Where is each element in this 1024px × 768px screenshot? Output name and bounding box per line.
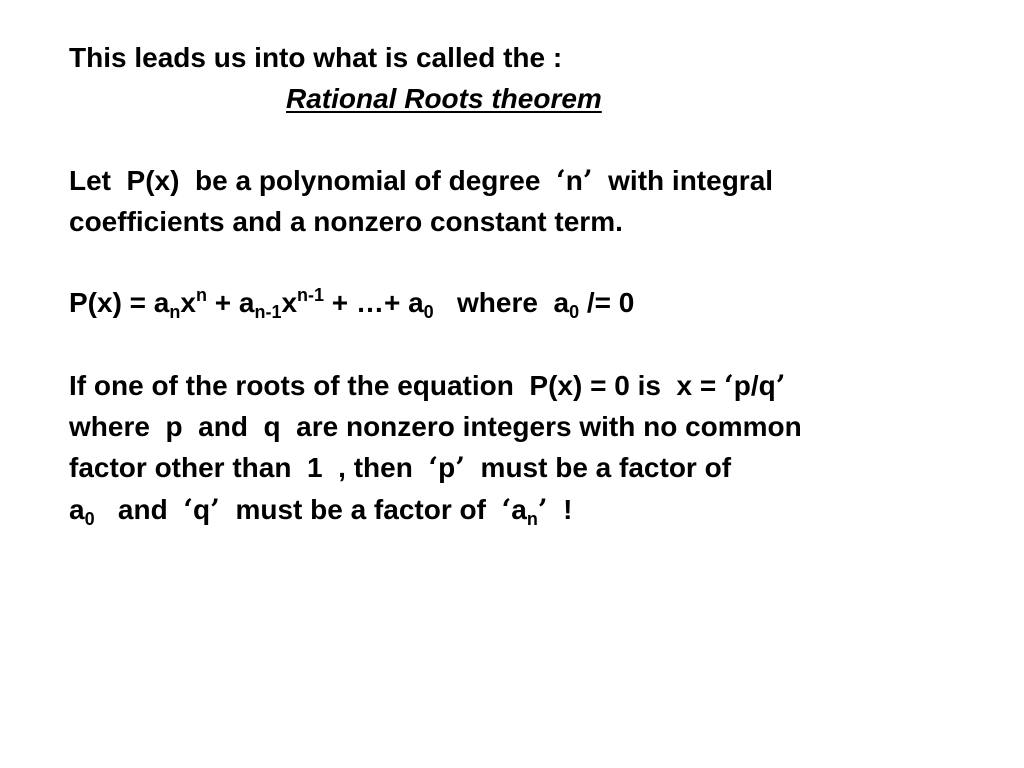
open-quote: ‘ — [723, 369, 734, 402]
a-symbol: a — [69, 494, 85, 525]
definition-line-1 — [69, 164, 773, 198]
q-symbol: q — [193, 494, 211, 525]
sub-n: n — [526, 509, 538, 529]
theorem-title: Rational Roots theorem — [286, 83, 602, 114]
polynomial-equation — [69, 286, 634, 320]
degree-symbol: n — [565, 165, 583, 196]
eq-x2: x — [281, 287, 298, 318]
condition-line-3 — [69, 451, 731, 485]
sub-0: 0 — [84, 509, 95, 529]
condition-line-2: where p and q are nonzero integers with no common — [69, 411, 802, 442]
intro-text: This leads us into what is called the : — [69, 42, 563, 73]
eq-sub-0: 0 — [423, 302, 434, 322]
eq-x1: x — [180, 287, 196, 318]
eq-sub-n: n — [169, 302, 181, 322]
eq-where: where a — [433, 287, 570, 318]
close-quote: ’ — [582, 164, 593, 197]
definition-line-2: coefficients and a nonzero constant term. — [69, 206, 623, 237]
p-symbol: p — [438, 452, 456, 483]
open-quote: ‘ — [501, 493, 512, 526]
eq-plus1: + a — [206, 287, 255, 318]
close-quote: ’ — [775, 369, 786, 402]
condition-line-4 — [69, 493, 572, 527]
eq-middle: + …+ a — [324, 287, 424, 318]
eq-sup-n: n — [195, 285, 207, 305]
eq-sub-n-minus-1: n-1 — [254, 302, 282, 322]
eq-tail: /= 0 — [579, 287, 635, 318]
close-quote: ’ — [537, 493, 548, 526]
an-symbol: a — [511, 494, 527, 525]
definition-text-a: Let P(x) be a polynomial of degree — [69, 165, 556, 196]
eq-sup-n-minus-1: n-1 — [297, 285, 325, 305]
condition-text-c: must be a factor of — [464, 452, 732, 483]
condition-line-1 — [69, 369, 785, 403]
exclamation: ! — [547, 494, 573, 525]
must-text: must be a factor of — [219, 494, 502, 525]
close-quote: ’ — [455, 451, 465, 484]
eq-p-of-x: P(x) = a — [69, 287, 170, 318]
condition-text-b: factor other than 1 , then — [69, 452, 429, 483]
open-quote: ‘ — [428, 451, 439, 484]
root-p-over-q: p/q — [733, 370, 776, 401]
and-text: and — [94, 494, 184, 525]
open-quote: ‘ — [555, 164, 566, 197]
eq-sub-0b: 0 — [569, 302, 580, 322]
definition-text-b: with integral — [592, 165, 774, 196]
close-quote: ’ — [210, 493, 220, 526]
condition-text-a: If one of the roots of the equation P(x) = 0 is x = — [69, 370, 724, 401]
open-quote: ‘ — [183, 493, 194, 526]
